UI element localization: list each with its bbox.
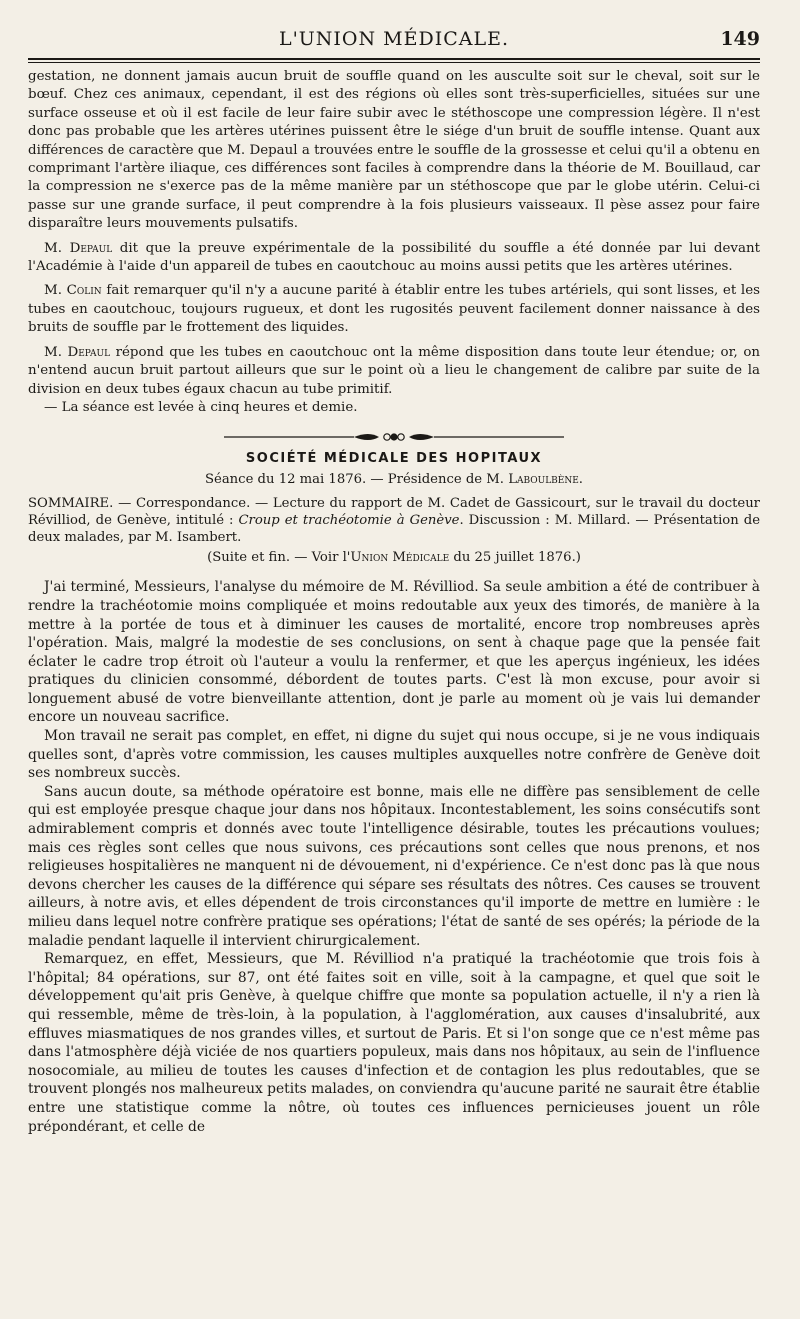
section-academy-discussion (28, 68, 760, 417)
president-name: Laboulbène (508, 472, 579, 488)
work-title: Croup et trachéotomie à Genève (238, 513, 460, 529)
paragraph-report-2: Mon travail ne serait pas complet, en effet, ni digne du sujet qui nous occupe, si je ne vous indiquais quelles sont, d'après votre commission, les causes multiples auxquelles notre confrère de Genève doit ses nombreux succès. (28, 728, 760, 782)
journal-name: Union Médicale (350, 550, 450, 566)
paragraph-depaul-1 (28, 240, 760, 277)
session-suffix: . (578, 472, 583, 488)
speaker-text: répond que les tubes en caoutchouc ont la même disposition dans toute leur étendue; or, on n'entend aucun bruit partout ailleurs que sur le point où a lieu le changement de calibre par suite de la division en deux tubes égaux chacun au tube primitif. (28, 344, 760, 397)
paragraph-closing: — La séance est levée à cinq heures et demie. (44, 399, 358, 415)
paragraph-report-3: Sans aucun doute, sa méthode opératoire est bonne, mais elle ne diffère pas sensiblement de celle qui est employée presque chaque jour dans nos hôpitaux. Incontestablement, les soins consécutifs sont admirablement compris et donnés avec toute l'intelligence désirable, toutes les précautions voulues; mais ces règles sont celles que nous suivons, ces précautions sont celles que nous prenons, et nos religieuses hospitalières ne manquent ni de dévouement, ni d'expérience. Ce n'est donc pas là que nous devons chercher les causes de la différence qui sépare ses résultats des nôtres. Ces causes se trouvent ailleurs, à notre avis, et elles dépendent de trois circonstances qu'il importe de mettre en lumière : le milieu dans lequel notre confrère pratique ses opérations; l'état de santé de ses opérés; la période de la maladie pendant laquelle il intervient chirurgicalement. (28, 783, 760, 949)
speaker-name: M. Depaul (44, 344, 111, 360)
session-prefix: Séance du 12 mai 1876. — Présidence de M. (204, 472, 509, 488)
society-heading: SOCIÉTÉ MÉDICALE DES HOPITAUX (245, 451, 543, 467)
running-title: L'UNION MÉDICALE. (278, 28, 510, 50)
speaker-text: fait remarquer qu'il n'y a aucune parité à établir entre les tubes artériels, qui sont lisses, et les tubes en caoutchouc, toujours rugueux, et dont les rugosités peuvent facilement donner naissance à des bruits de souffle par le frottement des liquides. (28, 283, 760, 336)
summary-block (28, 495, 760, 566)
paragraph-gestation: gestation, ne donnent jamais aucun bruit de souffle quand on les ausculte soit sur le cheval, soit sur le bœuf. Chez ces animaux, cependant, il est des régions où elles sont très-superficielles, situées sur une surface osseuse et où il est facile de leur faire subir avec le stéthoscope une compression légère. Il n'est donc pas probable que les artères utérines puissent être le siége d'un bruit de souffle intense. Quant aux différences de caractère que M. Depaul a trouvées entre le souffle de la grossesse et celui qu'il a obtenu en comprimant l'artère iliaque, ces différences sont faciles à comprendre dans la théorie de M. Bouillaud, car la compression ne s'exerce pas de la même manière par un stéthoscope que par le globe utérin. Celui-ci passe sur une grande surface, il peut comprendre à la fois plusieurs vaisseaux. Il pèse assez pour faire disparaître leurs mouvements pulsatifs. (28, 69, 760, 232)
paragraph-depaul-2 (28, 344, 760, 399)
running-head (28, 24, 760, 68)
speaker-name: M. Colin (44, 283, 102, 299)
continued-note: (Suite et fin. — Voir l'Union Médicale du 25 juillet 1876.) (207, 550, 581, 566)
header-rule (28, 58, 760, 60)
section-report (28, 578, 760, 1136)
paragraph-colin (28, 282, 760, 337)
paragraph-report-4: Remarquez, en effet, Messieurs, que M. Révilliod n'a pratiqué la trachéotomie que trois fois à l'hôpital; 84 opérations, sur 87, ont été faites soit en ville, soit à la campagne, et quel que soit le développement qu'ait pris Genève, à quelque chiffre que monte sa population actuelle, il n'y a rien là qui ressemble, même de très-loin, à la population, à l'agglomération, aux causes d'insalubrité, aux effluves miasmatiques de nos grandes villes, et surtout de Paris. Et si l'on songe que ce n'est même pas dans l'atmosphère déjà viciée de nos quartiers populeux, mais dans nos hôpitaux, au sein de l'influence nosocomiale, au milieu de toutes les causes d'infection et de contagion les plus redoutables, que se trouvent plongés nos malheureux petits malades, on conviendra qu'aucune parité ne saurait être établie entre une statistique comme la nôtre, où toutes ces influences pernicieuses jouent un rôle prépondérant, et celle de (28, 951, 760, 1135)
document-page (0, 24, 800, 1319)
speaker-text: dit que la preuve expérimentale de la possibilité du souffle a été donnée par lui devant l'Académie à l'aide d'un appareil de tubes en caoutchouc au moins aussi petits que les artères utérines. (28, 240, 760, 275)
ornamental-rule (28, 429, 760, 443)
ornament-divider-icon (224, 430, 564, 444)
paragraph-report-1: J'ai terminé, Messieurs, l'analyse du mémoire de M. Révilliod. Sa seule ambition a été de contribuer à rendre la trachéotomie moins compliquée et moins redoutable aux yeux des timorés, de manière à la mettre à la portée de tous et à diminuer les causes de mortalité, encore trop nombreuses après l'opération. Mais, malgré la modestie de ses conclusions, on sent à chaque page que la pensée fait éclater le cadre trop étroit où l'auteur a voulu la renfermer, et que les aperçus ingénieux, les idées pratiques du clinicien consommé, débordent de toutes parts. C'est là mon excuse, pour avoir si longuement abusé de votre bienveillante attention, dont je parle au moment où je vais lui demander encore un nouveau sacrifice. (28, 579, 760, 726)
session-line (28, 472, 760, 487)
page-number: 149 (720, 28, 760, 50)
header-rule-thin (28, 62, 760, 63)
speaker-name: M. Depaul (44, 240, 113, 256)
summary-text: SOMMAIRE. — Correspondance. — Lecture du rapport de M. Cadet de Gassicourt, sur le travail du docteur Révilliod, de Genève, intitulé : Croup et trachéotomie à Genève. Discussion : M. Millard. — Présentation de deux malades, par M. Isambert. (28, 496, 760, 546)
